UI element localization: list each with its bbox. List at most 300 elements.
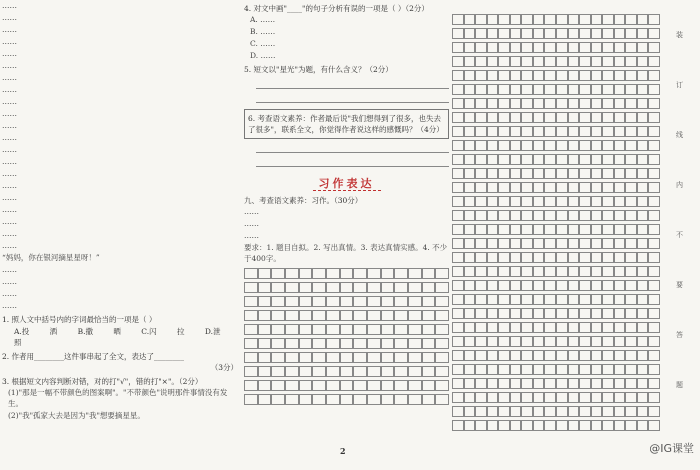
grid-cell[interactable] (452, 42, 464, 53)
grid-cell[interactable] (533, 252, 545, 263)
grid-cell[interactable] (475, 126, 487, 137)
grid-cell[interactable] (271, 352, 285, 363)
grid-cell[interactable] (510, 70, 522, 81)
grid-cell[interactable] (487, 280, 499, 291)
grid-cell[interactable] (394, 380, 408, 391)
grid-cell[interactable] (498, 126, 510, 137)
grid-cell[interactable] (521, 364, 533, 375)
grid-cell[interactable] (579, 336, 591, 347)
grid-cell[interactable] (498, 266, 510, 277)
grid-cell[interactable] (435, 338, 449, 349)
grid-cell[interactable] (625, 28, 637, 39)
grid-cell[interactable] (394, 268, 408, 279)
grid-cell[interactable] (521, 196, 533, 207)
grid-cell[interactable] (648, 224, 660, 235)
grid-cell[interactable] (258, 296, 272, 307)
grid-cell[interactable] (556, 42, 568, 53)
grid-cell[interactable] (614, 294, 626, 305)
grid-cell[interactable] (556, 308, 568, 319)
grid-cell[interactable] (367, 352, 381, 363)
grid-cell[interactable] (299, 366, 313, 377)
grid-cell[interactable] (299, 324, 313, 335)
grid-cell[interactable] (579, 224, 591, 235)
grid-cell[interactable] (285, 366, 299, 377)
grid-cell[interactable] (271, 338, 285, 349)
grid-cell[interactable] (258, 310, 272, 321)
grid-cell[interactable] (464, 308, 476, 319)
grid-cell[interactable] (614, 84, 626, 95)
grid-cell[interactable] (637, 294, 649, 305)
grid-cell[interactable] (299, 352, 313, 363)
grid-cell[interactable] (422, 380, 436, 391)
grid-cell[interactable] (475, 266, 487, 277)
grid-cell[interactable] (568, 364, 580, 375)
grid-cell[interactable] (521, 42, 533, 53)
grid-cell[interactable] (568, 14, 580, 25)
grid-cell[interactable] (475, 140, 487, 151)
grid-cell[interactable] (637, 126, 649, 137)
grid-cell[interactable] (487, 420, 499, 431)
grid-cell[interactable] (340, 282, 354, 293)
grid-cell[interactable] (285, 268, 299, 279)
grid-cell[interactable] (614, 140, 626, 151)
grid-cell[interactable] (533, 378, 545, 389)
grid-cell[interactable] (556, 70, 568, 81)
grid-cell[interactable] (510, 294, 522, 305)
grid-cell[interactable] (579, 70, 591, 81)
grid-cell[interactable] (568, 238, 580, 249)
grid-cell[interactable] (299, 380, 313, 391)
grid-cell[interactable] (544, 294, 556, 305)
grid-cell[interactable] (464, 350, 476, 361)
grid-cell[interactable] (487, 56, 499, 67)
grid-cell[interactable] (637, 98, 649, 109)
grid-cell[interactable] (521, 252, 533, 263)
grid-cell[interactable] (521, 140, 533, 151)
grid-cell[interactable] (464, 294, 476, 305)
grid-cell[interactable] (637, 70, 649, 81)
grid-cell[interactable] (625, 336, 637, 347)
grid-cell[interactable] (475, 420, 487, 431)
grid-cell[interactable] (285, 380, 299, 391)
grid-cell[interactable] (556, 420, 568, 431)
grid-cell[interactable] (568, 56, 580, 67)
grid-cell[interactable] (422, 394, 436, 405)
grid-cell[interactable] (521, 126, 533, 137)
grid-cell[interactable] (625, 126, 637, 137)
grid-cell[interactable] (299, 394, 313, 405)
grid-cell[interactable] (244, 380, 258, 391)
grid-cell[interactable] (394, 324, 408, 335)
grid-cell[interactable] (381, 296, 395, 307)
grid-cell[interactable] (326, 352, 340, 363)
grid-cell[interactable] (475, 28, 487, 39)
grid-cell[interactable] (591, 294, 603, 305)
grid-cell[interactable] (299, 282, 313, 293)
grid-cell[interactable] (568, 280, 580, 291)
grid-cell[interactable] (521, 14, 533, 25)
grid-cell[interactable] (579, 420, 591, 431)
grid-cell[interactable] (381, 352, 395, 363)
grid-cell[interactable] (498, 252, 510, 263)
grid-cell[interactable] (464, 210, 476, 221)
grid-cell[interactable] (422, 282, 436, 293)
grid-cell[interactable] (637, 14, 649, 25)
grid-cell[interactable] (602, 28, 614, 39)
grid-cell[interactable] (625, 420, 637, 431)
grid-cell[interactable] (568, 420, 580, 431)
grid-cell[interactable] (637, 392, 649, 403)
grid-cell[interactable] (244, 268, 258, 279)
grid-cell[interactable] (498, 378, 510, 389)
grid-cell[interactable] (648, 266, 660, 277)
grid-cell[interactable] (556, 350, 568, 361)
grid-cell[interactable] (408, 282, 422, 293)
grid-cell[interactable] (510, 280, 522, 291)
grid-cell[interactable] (544, 224, 556, 235)
grid-cell[interactable] (625, 392, 637, 403)
grid-cell[interactable] (435, 324, 449, 335)
grid-cell[interactable] (498, 14, 510, 25)
grid-cell[interactable] (591, 378, 603, 389)
grid-cell[interactable] (602, 280, 614, 291)
grid-cell[interactable] (487, 364, 499, 375)
grid-cell[interactable] (591, 210, 603, 221)
grid-cell[interactable] (312, 324, 326, 335)
grid-cell[interactable] (452, 196, 464, 207)
grid-cell[interactable] (498, 56, 510, 67)
grid-cell[interactable] (544, 322, 556, 333)
grid-cell[interactable] (614, 364, 626, 375)
grid-cell[interactable] (602, 112, 614, 123)
grid-cell[interactable] (579, 168, 591, 179)
grid-cell[interactable] (435, 268, 449, 279)
grid-cell[interactable] (353, 296, 367, 307)
grid-cell[interactable] (475, 294, 487, 305)
grid-cell[interactable] (614, 56, 626, 67)
grid-cell[interactable] (498, 42, 510, 53)
grid-cell[interactable] (533, 294, 545, 305)
grid-cell[interactable] (452, 98, 464, 109)
grid-cell[interactable] (625, 70, 637, 81)
grid-cell[interactable] (648, 98, 660, 109)
grid-cell[interactable] (487, 336, 499, 347)
grid-cell[interactable] (568, 196, 580, 207)
grid-cell[interactable] (637, 322, 649, 333)
grid-cell[interactable] (271, 296, 285, 307)
grid-cell[interactable] (579, 322, 591, 333)
grid-cell[interactable] (556, 378, 568, 389)
grid-cell[interactable] (579, 140, 591, 151)
grid-cell[interactable] (381, 310, 395, 321)
grid-cell[interactable] (340, 324, 354, 335)
grid-cell[interactable] (521, 98, 533, 109)
grid-cell[interactable] (498, 336, 510, 347)
answer-line[interactable] (256, 78, 449, 89)
grid-cell[interactable] (475, 308, 487, 319)
grid-cell[interactable] (625, 14, 637, 25)
grid-cell[interactable] (579, 154, 591, 165)
grid-cell[interactable] (614, 322, 626, 333)
grid-cell[interactable] (521, 70, 533, 81)
grid-cell[interactable] (625, 308, 637, 319)
grid-cell[interactable] (487, 28, 499, 39)
grid-cell[interactable] (487, 98, 499, 109)
grid-cell[interactable] (452, 182, 464, 193)
grid-cell[interactable] (326, 366, 340, 377)
grid-cell[interactable] (498, 28, 510, 39)
grid-cell[interactable] (244, 352, 258, 363)
grid-cell[interactable] (452, 28, 464, 39)
grid-cell[interactable] (637, 140, 649, 151)
grid-cell[interactable] (475, 14, 487, 25)
grid-cell[interactable] (591, 322, 603, 333)
grid-cell[interactable] (475, 56, 487, 67)
grid-cell[interactable] (475, 406, 487, 417)
grid-cell[interactable] (498, 350, 510, 361)
grid-cell[interactable] (579, 238, 591, 249)
grid-cell[interactable] (556, 98, 568, 109)
grid-cell[interactable] (614, 98, 626, 109)
grid-cell[interactable] (510, 98, 522, 109)
grid-cell[interactable] (625, 294, 637, 305)
grid-cell[interactable] (340, 366, 354, 377)
grid-cell[interactable] (625, 84, 637, 95)
grid-cell[interactable] (299, 296, 313, 307)
grid-cell[interactable] (637, 336, 649, 347)
grid-cell[interactable] (475, 154, 487, 165)
grid-cell[interactable] (244, 310, 258, 321)
grid-cell[interactable] (648, 308, 660, 319)
grid-cell[interactable] (487, 14, 499, 25)
grid-cell[interactable] (510, 322, 522, 333)
grid-cell[interactable] (244, 324, 258, 335)
grid-cell[interactable] (521, 266, 533, 277)
grid-cell[interactable] (544, 350, 556, 361)
grid-cell[interactable] (614, 42, 626, 53)
grid-cell[interactable] (258, 380, 272, 391)
grid-cell[interactable] (533, 266, 545, 277)
grid-cell[interactable] (435, 352, 449, 363)
grid-cell[interactable] (258, 394, 272, 405)
grid-cell[interactable] (521, 420, 533, 431)
grid-cell[interactable] (556, 406, 568, 417)
grid-cell[interactable] (637, 266, 649, 277)
grid-cell[interactable] (568, 392, 580, 403)
grid-cell[interactable] (394, 352, 408, 363)
grid-cell[interactable] (498, 210, 510, 221)
grid-cell[interactable] (556, 364, 568, 375)
grid-cell[interactable] (648, 322, 660, 333)
grid-cell[interactable] (487, 84, 499, 95)
grid-cell[interactable] (510, 182, 522, 193)
grid-cell[interactable] (435, 310, 449, 321)
grid-cell[interactable] (648, 336, 660, 347)
grid-cell[interactable] (568, 112, 580, 123)
grid-cell[interactable] (475, 112, 487, 123)
grid-cell[interactable] (464, 140, 476, 151)
grid-cell[interactable] (312, 282, 326, 293)
grid-cell[interactable] (533, 140, 545, 151)
grid-cell[interactable] (533, 126, 545, 137)
grid-cell[interactable] (452, 70, 464, 81)
grid-cell[interactable] (568, 224, 580, 235)
grid-cell[interactable] (487, 210, 499, 221)
grid-cell[interactable] (367, 268, 381, 279)
grid-cell[interactable] (544, 70, 556, 81)
grid-cell[interactable] (568, 378, 580, 389)
grid-cell[interactable] (340, 268, 354, 279)
grid-cell[interactable] (556, 266, 568, 277)
grid-cell[interactable] (510, 308, 522, 319)
grid-cell[interactable] (579, 294, 591, 305)
grid-cell[interactable] (487, 378, 499, 389)
grid-cell[interactable] (625, 168, 637, 179)
grid-cell[interactable] (285, 282, 299, 293)
grid-cell[interactable] (244, 296, 258, 307)
grid-cell[interactable] (510, 406, 522, 417)
grid-cell[interactable] (452, 126, 464, 137)
grid-cell[interactable] (244, 338, 258, 349)
grid-cell[interactable] (568, 336, 580, 347)
grid-cell[interactable] (637, 238, 649, 249)
grid-cell[interactable] (591, 280, 603, 291)
grid-cell[interactable] (498, 420, 510, 431)
grid-cell[interactable] (244, 394, 258, 405)
grid-cell[interactable] (312, 296, 326, 307)
grid-cell[interactable] (312, 366, 326, 377)
grid-cell[interactable] (381, 366, 395, 377)
grid-cell[interactable] (614, 196, 626, 207)
grid-cell[interactable] (602, 168, 614, 179)
grid-cell[interactable] (498, 168, 510, 179)
grid-cell[interactable] (637, 28, 649, 39)
grid-cell[interactable] (487, 126, 499, 137)
grid-cell[interactable] (408, 324, 422, 335)
grid-cell[interactable] (521, 182, 533, 193)
grid-cell[interactable] (648, 378, 660, 389)
grid-cell[interactable] (464, 126, 476, 137)
grid-cell[interactable] (533, 280, 545, 291)
grid-cell[interactable] (464, 378, 476, 389)
grid-cell[interactable] (487, 252, 499, 263)
grid-cell[interactable] (475, 336, 487, 347)
grid-cell[interactable] (258, 268, 272, 279)
grid-cell[interactable] (568, 182, 580, 193)
grid-cell[interactable] (408, 268, 422, 279)
grid-cell[interactable] (487, 350, 499, 361)
grid-cell[interactable] (579, 308, 591, 319)
grid-cell[interactable] (464, 98, 476, 109)
grid-cell[interactable] (544, 420, 556, 431)
grid-cell[interactable] (591, 168, 603, 179)
grid-cell[interactable] (625, 406, 637, 417)
grid-cell[interactable] (367, 296, 381, 307)
grid-cell[interactable] (452, 84, 464, 95)
grid-cell[interactable] (544, 392, 556, 403)
grid-cell[interactable] (381, 380, 395, 391)
grid-cell[interactable] (556, 238, 568, 249)
grid-cell[interactable] (568, 126, 580, 137)
grid-cell[interactable] (556, 392, 568, 403)
grid-cell[interactable] (602, 378, 614, 389)
grid-cell[interactable] (326, 310, 340, 321)
grid-cell[interactable] (568, 154, 580, 165)
grid-cell[interactable] (579, 56, 591, 67)
grid-cell[interactable] (637, 280, 649, 291)
grid-cell[interactable] (568, 168, 580, 179)
grid-cell[interactable] (556, 112, 568, 123)
grid-cell[interactable] (258, 282, 272, 293)
grid-cell[interactable] (568, 210, 580, 221)
grid-cell[interactable] (544, 112, 556, 123)
grid-cell[interactable] (602, 14, 614, 25)
grid-cell[interactable] (464, 14, 476, 25)
grid-cell[interactable] (285, 338, 299, 349)
grid-cell[interactable] (521, 168, 533, 179)
grid-cell[interactable] (452, 308, 464, 319)
grid-cell[interactable] (285, 324, 299, 335)
grid-cell[interactable] (312, 338, 326, 349)
grid-cell[interactable] (353, 338, 367, 349)
grid-cell[interactable] (487, 294, 499, 305)
grid-cell[interactable] (452, 420, 464, 431)
grid-cell[interactable] (602, 154, 614, 165)
grid-cell[interactable] (353, 352, 367, 363)
grid-cell[interactable] (637, 84, 649, 95)
grid-cell[interactable] (556, 336, 568, 347)
grid-cell[interactable] (544, 140, 556, 151)
grid-cell[interactable] (422, 352, 436, 363)
grid-cell[interactable] (510, 266, 522, 277)
grid-cell[interactable] (544, 252, 556, 263)
grid-cell[interactable] (475, 350, 487, 361)
grid-cell[interactable] (544, 266, 556, 277)
grid-cell[interactable] (464, 112, 476, 123)
grid-cell[interactable] (544, 238, 556, 249)
grid-cell[interactable] (648, 56, 660, 67)
grid-cell[interactable] (614, 224, 626, 235)
grid-cell[interactable] (568, 28, 580, 39)
grid-cell[interactable] (579, 252, 591, 263)
grid-cell[interactable] (637, 56, 649, 67)
grid-cell[interactable] (533, 238, 545, 249)
grid-cell[interactable] (533, 210, 545, 221)
grid-cell[interactable] (568, 308, 580, 319)
grid-cell[interactable] (556, 154, 568, 165)
grid-cell[interactable] (487, 238, 499, 249)
grid-cell[interactable] (637, 112, 649, 123)
grid-cell[interactable] (464, 28, 476, 39)
grid-cell[interactable] (648, 252, 660, 263)
grid-cell[interactable] (521, 378, 533, 389)
grid-cell[interactable] (556, 196, 568, 207)
grid-cell[interactable] (625, 42, 637, 53)
grid-cell[interactable] (579, 196, 591, 207)
grid-cell[interactable] (625, 266, 637, 277)
grid-cell[interactable] (648, 238, 660, 249)
grid-cell[interactable] (533, 224, 545, 235)
grid-cell[interactable] (579, 406, 591, 417)
grid-cell[interactable] (556, 280, 568, 291)
grid-cell[interactable] (464, 196, 476, 207)
grid-cell[interactable] (602, 196, 614, 207)
grid-cell[interactable] (614, 350, 626, 361)
grid-cell[interactable] (521, 210, 533, 221)
grid-cell[interactable] (544, 98, 556, 109)
grid-cell[interactable] (452, 224, 464, 235)
grid-cell[interactable] (602, 140, 614, 151)
